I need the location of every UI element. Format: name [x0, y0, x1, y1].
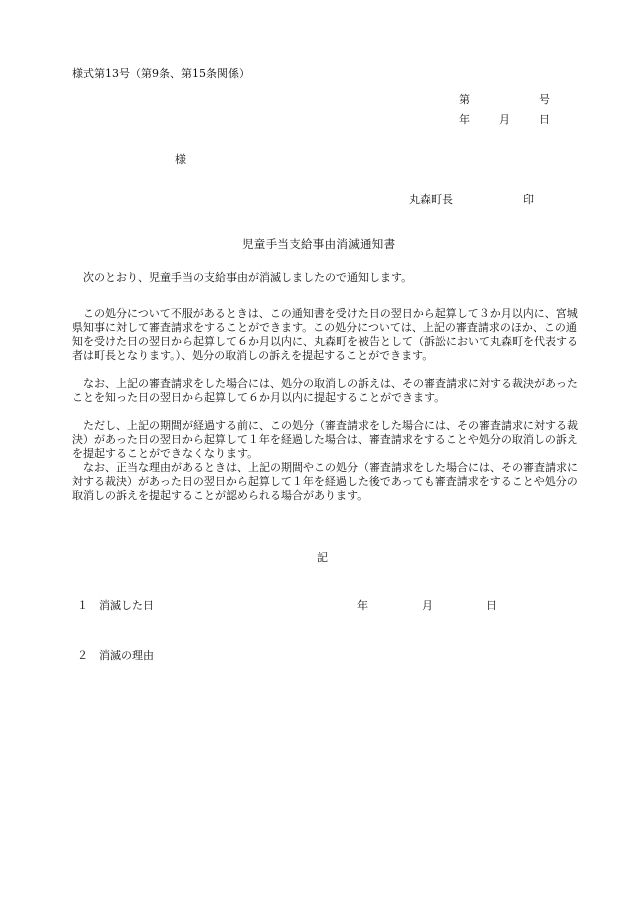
- addressee: 様: [175, 153, 186, 166]
- item-2-number: ２: [77, 649, 88, 662]
- notice-paragraph-1: この処分について不服があるときは、この通知書を受けた日の翌日から起算して３か月以内に、宮城県知事に対して審査請求をすることができます。この処分については、上記の審査請求のほか、この通知を受けた日の翌日から起算して６か月以内に、丸森町を被告として（訴訟において丸森町を代表する者は町長となります。）、処分の取消しの訴えを提起することができます。: [72, 307, 578, 362]
- item-1-year: 年: [357, 599, 368, 612]
- intro-text: 次のとおり、児童手当の支給事由が消滅しましたので通知します。: [83, 271, 413, 284]
- item-1-day: 日: [486, 599, 497, 612]
- item-2-label: 消滅の理由: [99, 649, 154, 662]
- date-month: 月: [499, 113, 510, 126]
- ki-heading: 記: [317, 551, 328, 564]
- form-number: 様式第13号（第9条、第15条関係）: [72, 67, 250, 80]
- notice-paragraph-3: ただし、上記の期間が経過する前に、この処分（審査請求をした場合には、その審査請求に対する裁決）があった日の翌日から起算して１年を経過した場合は、審査請求をすることや処分の取消しの訴えを提起することができなくなります。: [72, 419, 578, 460]
- number-prefix: 第: [459, 93, 470, 106]
- document-title: 児童手当支給事由消滅通知書: [242, 237, 396, 251]
- date-year: 年: [459, 113, 470, 126]
- issuer-name: 丸森町長: [409, 193, 453, 206]
- item-1-number: １: [77, 599, 88, 612]
- date-day: 日: [539, 113, 550, 126]
- item-1-label: 消滅した日: [99, 599, 154, 612]
- notice-paragraph-2: なお、上記の審査請求をした場合には、処分の取消しの訴えは、その審査請求に対する裁決があったことを知った日の翌日から起算して６か月以内に提起することができます。: [72, 377, 578, 404]
- seal-mark: 印: [523, 193, 534, 206]
- item-1-month: 月: [422, 599, 433, 612]
- notice-paragraph-4: なお、正当な理由があるときは、上記の期間やこの処分（審査請求をした場合には、その審査請求に対する裁決）があった日の翌日から起算して１年を経過した後であっても審査請求をすることや処分の取消しの訴えを提起することが認められる場合があります。: [72, 461, 578, 502]
- number-suffix: 号: [539, 93, 550, 106]
